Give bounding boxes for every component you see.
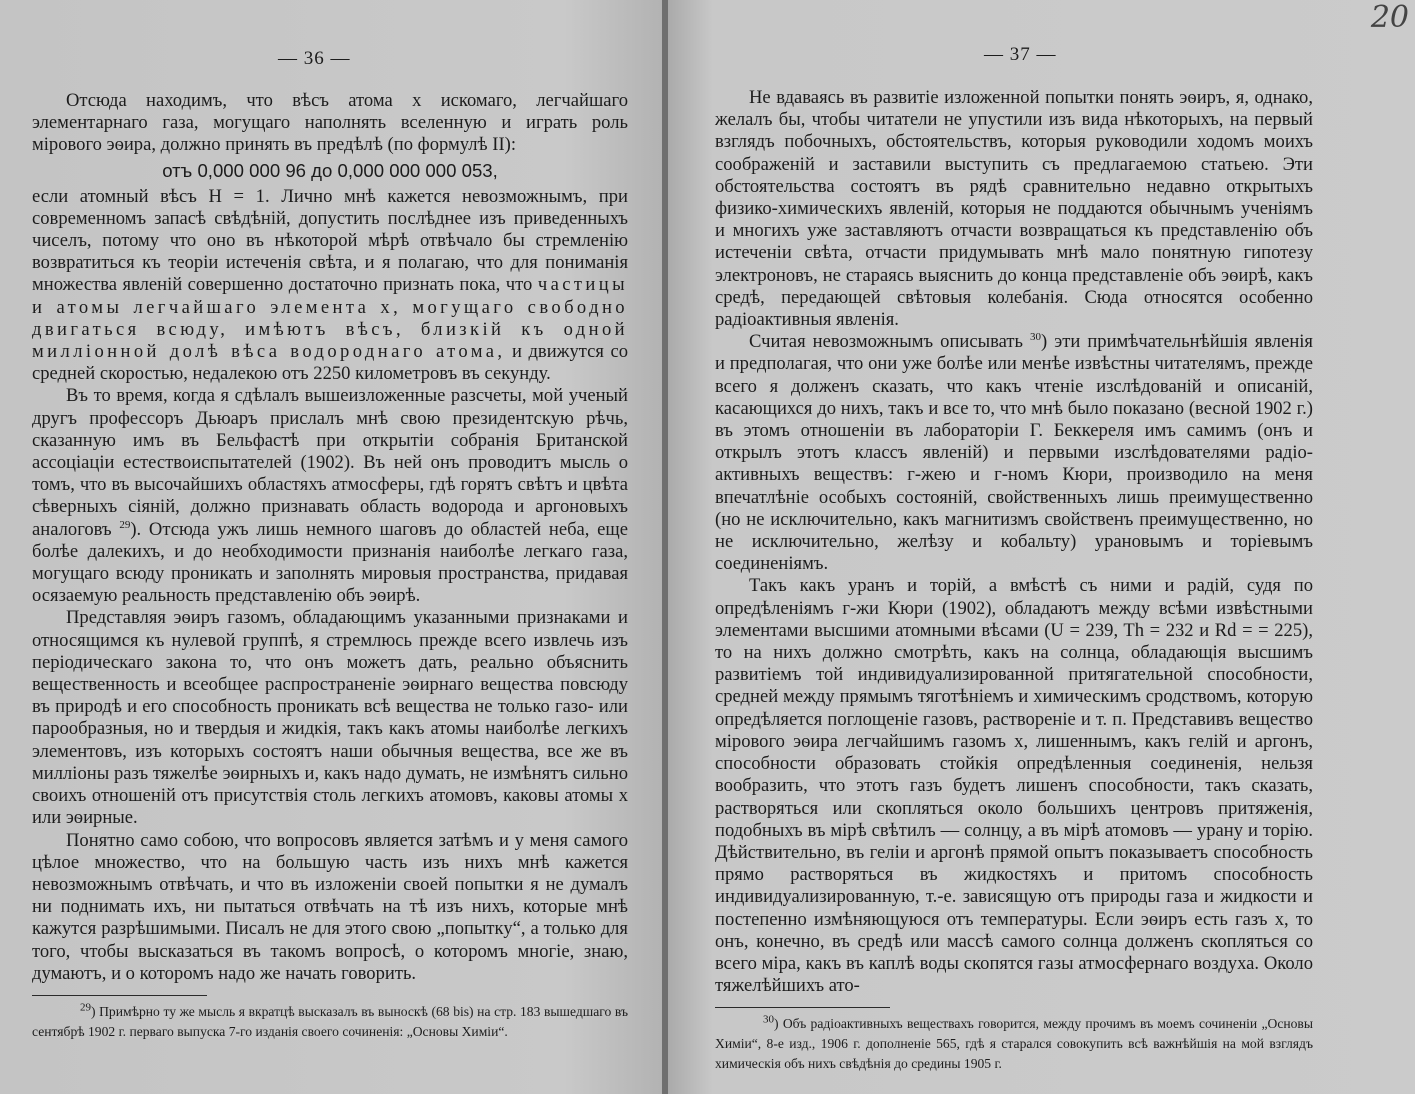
footnote-divider	[715, 1007, 890, 1008]
paragraph: если атомный вѣсъ H = 1. Лично мнѣ кажется невозможнымъ, при современномъ запасѣ свѣдѣній, допустить послѣднее изъ приведенныхъ чиселъ, потому что оно въ нѣкоторой мѣрѣ отвѣчало бы стремленію возвратиться къ теоріи истеченія свѣта, и я полагаю, что для пониманія множества явленій совершенно достаточно признать пока, что частицы и атомы легчайшаго элемента x, могущаго свободно двигаться всюду, имѣютъ вѣсъ, близкій къ одной милліонной долѣ вѣса водороднаго атома, и движутся со средней скоростью, недалекою отъ 2250 километровъ въ секунду.	[32, 185, 628, 385]
paragraph: Считая невозможнымъ описывать $^{30}$) эти примѣчательнѣйшія явленія и предполагая, что они уже болѣе или менѣе извѣстны читателямъ, прежде всего я долженъ сказать, что какъ чтеніе изслѣдованій и описаній, касающихся до нихъ, такъ и все то, что мнѣ было показано (весной 1902 г.) въ этомъ отношеніи въ лабораторіи Г. Беккереля имъ самимъ (онъ и открылъ этотъ классъ явленій) и первыми изслѣдователями радіо-активныхъ веществъ: г-жею и г-номъ Кюри, производило на меня впечатлѣніе особыхъ состояній, свойственныхъ лишь преимущественно (но не исключительно, какъ магнитизмъ свойственъ преимущественно, но не исключительно, желѣзу и кобальту) урановымъ и торіевымъ соединеніямъ.	[715, 331, 1313, 575]
page-number: — 37 —	[984, 44, 1057, 65]
paragraph: Такъ какъ уранъ и торій, а вмѣстѣ съ ними и радій, судя по опредѣленіямъ г-жи Кюри (1902), обладаютъ между всѣми извѣстными элементами высшими атомными вѣсами (U = 239, Th = 232 и Rd = = 225), то на нихъ должно смотрѣть, какъ на солнца, обладающія высшимъ развитіемъ той индивидуализированной притягательной способности, средней между прямымъ тяготѣніемъ и химическимъ сродствомъ, которую опредѣляется поглощеніе газовъ, раствореніе и т. п. Представивъ вещество мірового эѳира легчайшимъ газомъ x, лишеннымъ, какъ гелій и аргонъ, способности образовать стойкія опредѣленныя соединенія, нельзя вообразить, что этотъ газъ будетъ лишенъ способности, такъ сказать, растворяться или скопляться около большихъ центровъ притяженія, подобныхъ въ мірѣ свѣтилъ — солнцу, а въ мірѣ атомовъ — урану и торію. Дѣйствительно, въ геліи и аргонѣ прямой опытъ показываетъ способность прямо растворяться въ жидкостяхъ и притомъ способность индивидуализированную, т.-е. зависящую отъ природы газа и жидкости и постепенно измѣняющуюся отъ температуры. Если эѳиръ есть газъ x, то онъ, конечно, въ средѣ или массѣ самого солнца долженъ скопляться со всего міра, какъ въ каплѣ воды скопятся газы атмосфернаго воздуха. Около тяжелѣйшихъ ато-	[715, 575, 1313, 997]
paragraph: Отсюда находимъ, что вѣсъ атома x искомаго, легчайшаго элементарнаго газа, могущаго наполнять вселенную и играть роль мірового эѳира, должно принять въ предѣлѣ (по формулѣ II):	[32, 90, 628, 156]
formula: отъ 0,000 000 96 до 0,000 000 000 053,	[162, 159, 498, 181]
footnote-marker: 30	[763, 1013, 774, 1026]
spaced-emphasis: частицы и атомы легчайшаго элемента x, могущаго свободно двигаться всюду, имѣютъ вѣсъ, близкій къ одной милліонной долѣ вѣса водороднаго атома,	[32, 274, 628, 363]
footnote-marker: 29	[80, 1001, 91, 1014]
paragraph: Понятно само собою, что вопросовъ является затѣмъ и у меня самого цѣлое множество, что на большую часть изъ нихъ мнѣ кажется невозможнымъ отвѣчать, и что въ изложеніи своей попытки я не думалъ ни поднимать ихъ, ни пытаться отвѣчать на тѣ изъ нихъ, которые мнѣ кажутся разрѣшимыми. Писалъ не для этого свою „попытку“, а только для того, чтобы высказаться въ такомъ вопросѣ, о которомъ многіе, знаю, думаютъ, и о которомъ надо же начать говорить.	[32, 829, 628, 984]
right-page	[668, 0, 1415, 1094]
footnote-ref: 30	[1030, 331, 1042, 344]
paragraph: Въ то время, когда я сдѣлалъ вышеизложенные разсчеты, мой ученый другъ профессоръ Дьюаръ прислалъ мнѣ свою президентскую рѣчь, сказанную имъ въ Бельфастѣ при открытіи собранія Британской ассоціаціи естествоиспытателей (1902). Въ ней онъ проводитъ мысль о томъ, что въ высочайшихъ областяхъ атмосферы, гдѣ горятъ свѣтъ и цвѣта сѣверныхъ сіяній, должно признавать область водорода и аргоновыхъ аналоговъ $^{29}$). Отсюда ужъ лишь немного шаговъ до областей неба, еще болѣе далекихъ, и до необходимости признанія наиболѣе легкаго газа, могущаго всюду проникать и заполнять мировыя пространства, придавая осязаемую реальность представленію объ эѳирѣ.	[32, 385, 628, 607]
handwritten-page-mark: 20	[1370, 0, 1409, 35]
footnote-ref: 29	[119, 518, 131, 531]
left-page	[0, 0, 664, 1094]
footnote: $^{30}$) Объ радіоактивныхъ веществахъ говорится, между прочимъ въ моемъ сочиненіи „Основы Химіи“, 8-е изд., 1906 г. дополненіе 565, гдѣ я старался совокупить всѣ важнѣйшія на мой взглядъ химическія объ нихъ свѣдѣнія до средины 1905 г.	[715, 1013, 1313, 1072]
text-column	[715, 87, 1313, 1074]
page-number: — 36 —	[278, 48, 351, 69]
text-column	[32, 90, 628, 1042]
paragraph: Представляя эѳиръ газомъ, обладающимъ указанными признаками и относящимся къ нулевой группѣ, я стремлюсь прежде всего извлечь изъ періодическаго закона то, что онъ можетъ дать, реально объяснить вещественность и всеобщее распространеніе эѳирнаго вещества повсюду въ природѣ и его способность проникать всѣ вещества не только газо- или парообразныя, но и твердыя и жидкія, такъ какъ атомы наиболѣе легкихъ элементовъ, изъ которыхъ состоятъ наши обычныя вещества, все же въ милліоны разъ тяжелѣе эѳирныхъ и, какъ надо думать, не измѣнятъ сильно своихъ отношеній отъ присутствія столь легкихъ атомовъ, каковы атомы x или эѳирные.	[32, 607, 628, 829]
paragraph: Не вдаваясь въ развитіе изложенной попытки понять эѳиръ, я, однако, желалъ бы, чтобы читатели не упустили изъ вида нѣкоторыхъ, на первый взглядъ побочныхъ, обстоятельствъ, которыя руководили ходомъ моихъ соображеній и заставили выступить съ предлагаемою статьею. Эти обстоятельства состоятъ въ рядѣ сравнительно недавно открытыхъ физико-химическихъ явленій, которыя не поддаются обычнымъ ученіямъ и многихъ уже заставляютъ отчасти возвращаться къ представленію объ истеченіи свѣта, отчасти придумывать мнѣ мало понятную гипотезу электроновъ, не стараясь выяснить до конца представленіе объ эѳирѣ, какъ средѣ, передающей свѣтовыя колебанія. Сюда относятся особенно радіоактивныя явленія.	[715, 87, 1313, 331]
footnote: $^{29}$) Примѣрно ту же мысль я вкратцѣ высказалъ въ выноскѣ (68 bis) на стр. 183 вышедшаго въ сентябрѣ 1902 г. перваго выпуска 7-го изданія своего сочиненія: „Основы Химіи“.	[32, 1001, 628, 1039]
footnote-divider	[32, 995, 207, 996]
